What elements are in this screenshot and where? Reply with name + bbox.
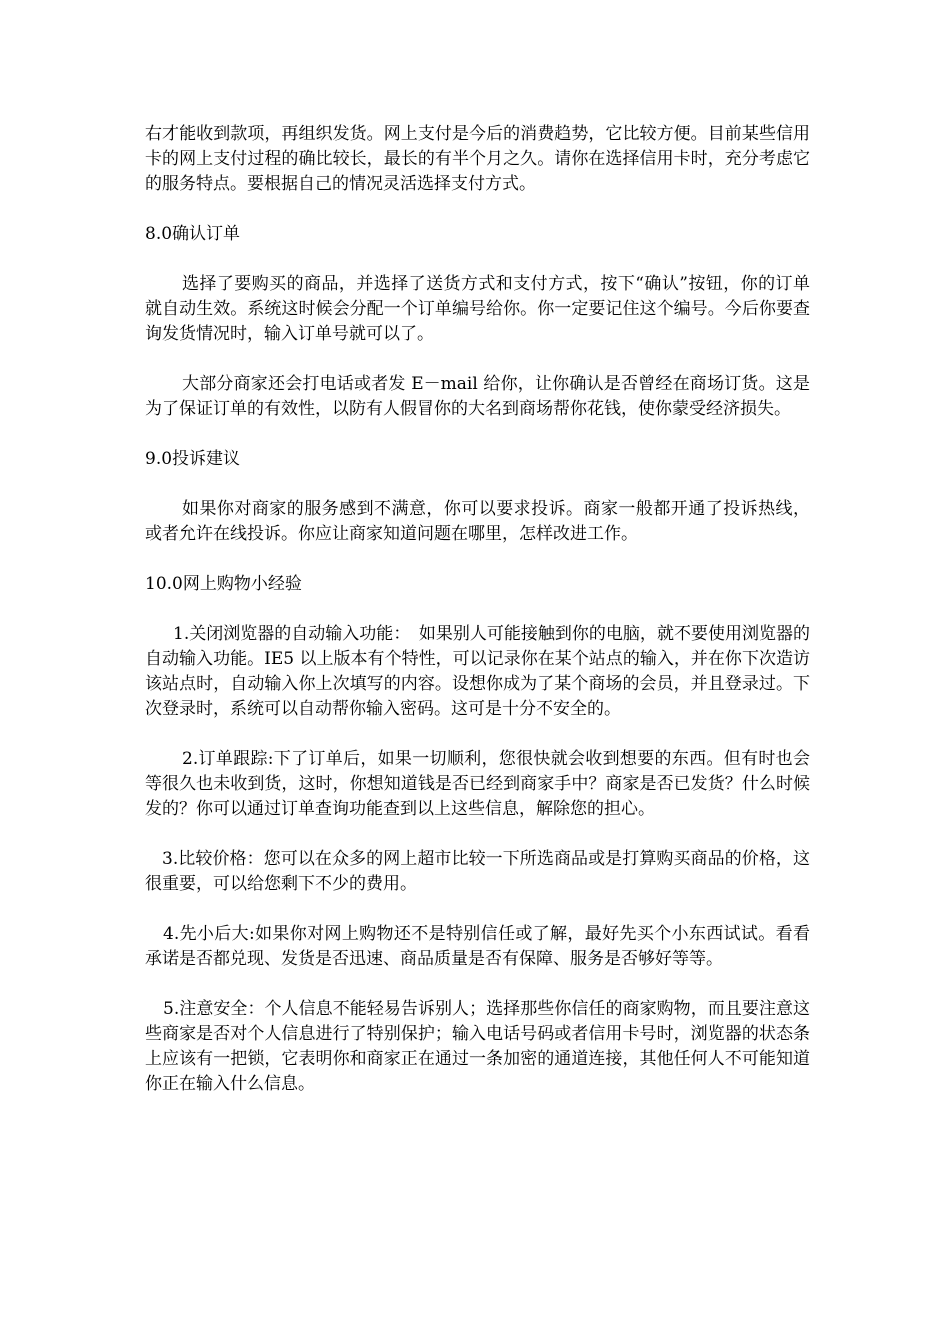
paragraph-tip-small-first: 4.先小后大:如果你对网上购物还不是特别信任或了解，最好先买个小东西试试。看看承诺是否都兑现、发货是否迅速、商品质量是否有保障、服务是否够好等等。 — [145, 924, 810, 969]
paragraph-tip-order-tracking: 2.订单跟踪:下了订单后，如果一切顺利，您很快就会收到想要的东西。但有时也会等很久也未收到货，这时，你想知道钱是否已经到商家手中？商家是否已发货？什么时候发的？你可以通过订单查询功能查到以上这些信息，解除您的担心。 — [145, 749, 810, 819]
paragraph-complaint: 如果你对商家的服务感到不满意，你可以要求投诉。商家一般都开通了投诉热线，或者允许在线投诉。你应让商家知道问题在哪里，怎样改进工作。 — [145, 499, 810, 544]
paragraph-confirm-order: 选择了要购买的商品，并选择了送货方式和支付方式，按下“确认”按钮，你的订单就自动生效。系统这时候会分配一个订单编号给你。你一定要记住这个编号。今后你要查询发货情况时，输入订单号就可以了。 — [145, 274, 810, 344]
paragraph-merchant-call: 大部分商家还会打电话或者发 E－mail 给你，让你确认是否曾经在商场订货。这是为了保证订单的有效性，以防有人假冒你的大名到商场帮你花钱，使你蒙受经济损失。 — [145, 374, 810, 419]
heading-complaint: 9.0投诉建议 — [145, 449, 241, 469]
paragraph-tip-compare-price: 3.比较价格：您可以在众多的网上超市比较一下所选商品或是打算购买商品的价格，这很重要，可以给您剩下不少的费用。 — [145, 849, 810, 894]
heading-shopping-tips: 10.0网上购物小经验 — [145, 574, 302, 594]
paragraph-tip-autocomplete: 1.关闭浏览器的自动输入功能： 如果别人可能接触到你的电脑，就不要使用浏览器的自动输入功能。IE5 以上版本有个特性，可以记录你在某个站点的输入，并在你下次造访该站点时，自动输入你上次填写的内容。设想你成为了某个商场的会员，并且登录过。下次登录时，系统可以自动帮你输入密码。这可是十分不安全的。 — [145, 624, 810, 719]
document-page — [145, 122, 810, 1122]
heading-confirm-order: 8.0确认订单 — [145, 224, 241, 244]
paragraph-tip-security: 5.注意安全：个人信息不能轻易告诉别人；选择那些你信任的商家购物，而且要注意这些商家是否对个人信息进行了特别保护；输入电话号码或者信用卡号时，浏览器的状态条上应该有一把锁，它表明你和商家正在通过一条加密的通道连接，其他任何人不可能知道你正在输入什么信息。 — [145, 999, 810, 1094]
paragraph-payment-continued: 右才能收到款项，再组织发货。网上支付是今后的消费趋势，它比较方便。目前某些信用卡的网上支付过程的确比较长，最长的有半个月之久。请你在选择信用卡时，充分考虑它的服务特点。要根据自己的情况灵活选择支付方式。 — [145, 124, 810, 194]
